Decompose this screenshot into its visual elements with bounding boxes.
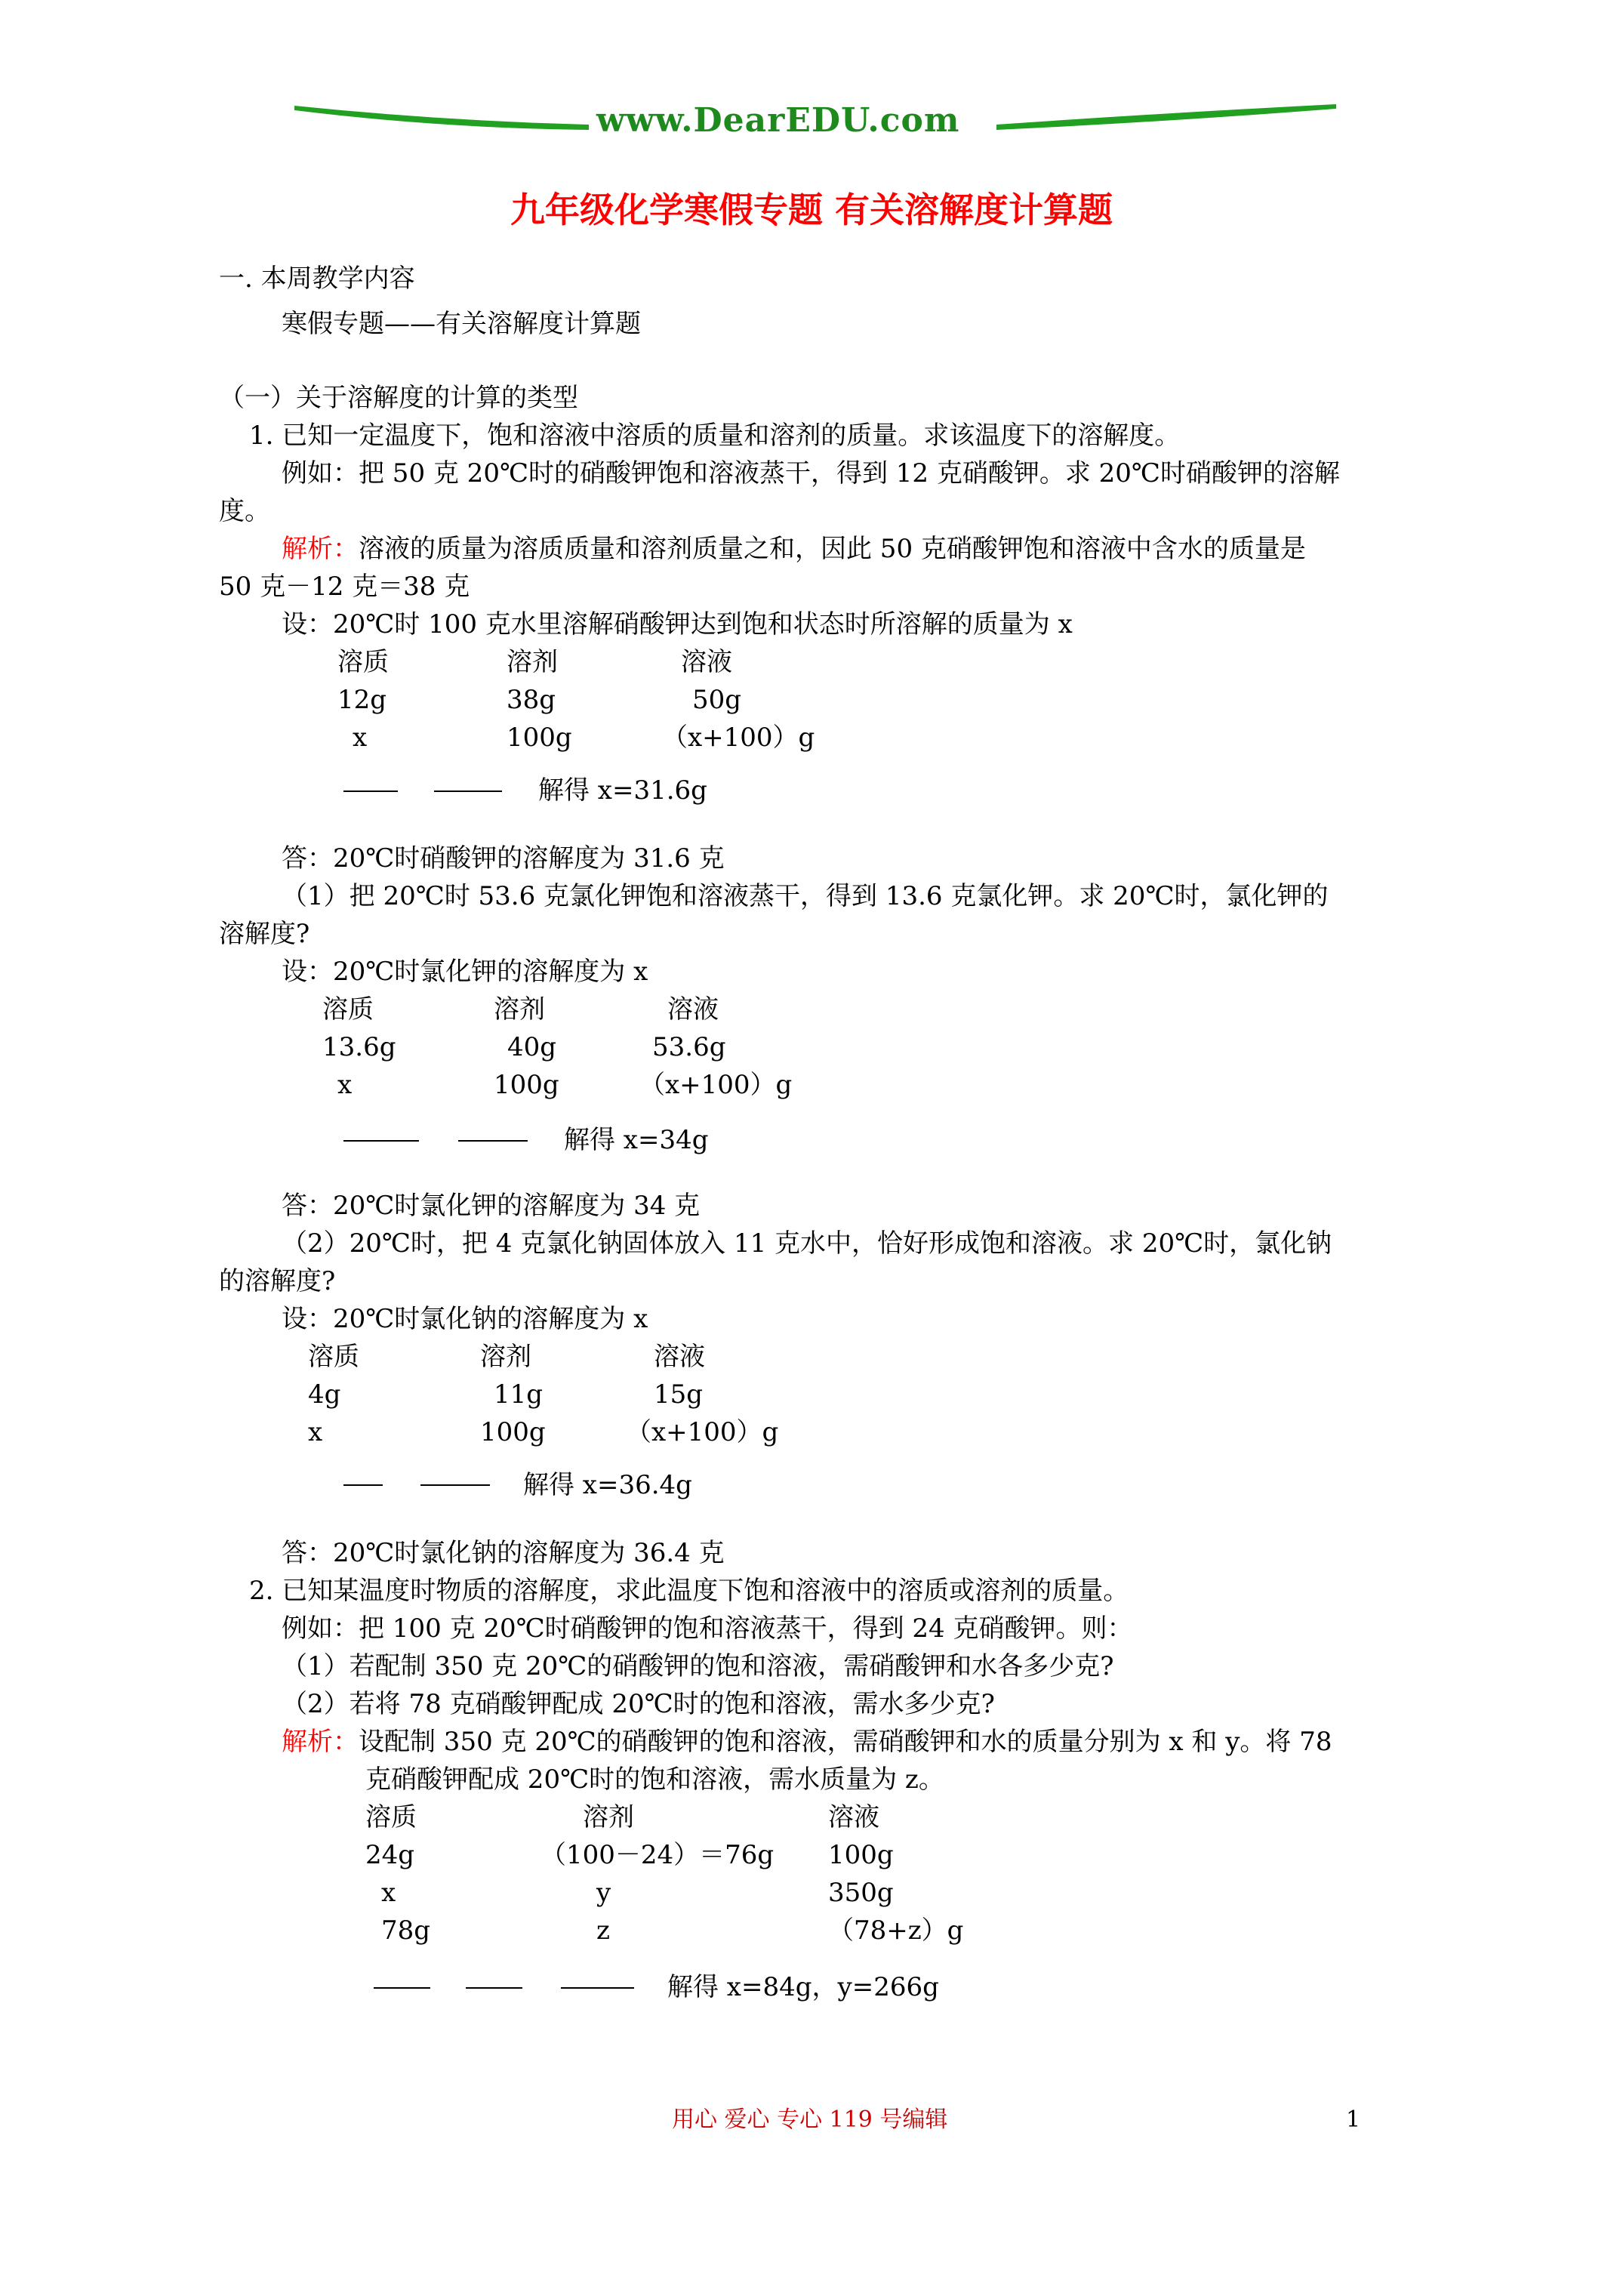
fraction-bar: [343, 1140, 419, 1142]
table-1-cell: 38g: [507, 685, 556, 715]
table-3-cell: （x+100）g: [626, 1417, 779, 1447]
table-4-header-solvent: 溶剂: [583, 1802, 634, 1832]
analysis-label: 解析：: [282, 534, 359, 564]
question-1: 1. 已知一定温度下，饱和溶液中溶质的质量和溶剂的质量。求该温度下的溶解度。: [249, 421, 1181, 451]
problem-1-line-2: 溶解度?: [219, 919, 310, 949]
solution-4: 解得 x=84g，y=266g: [667, 1972, 939, 2002]
section-heading: 一. 本周教学内容: [219, 264, 415, 294]
table-4-cell: 100g: [828, 1840, 894, 1870]
table-1-cell: 100g: [507, 723, 572, 753]
fraction-bar: [458, 1140, 528, 1142]
table-3-header-solution: 溶液: [654, 1342, 705, 1372]
table-3-cell: 11g: [494, 1379, 544, 1410]
table-2-cell: （x+100）g: [639, 1070, 793, 1100]
table-3-cell: 4g: [308, 1379, 341, 1410]
fraction-bar: [343, 1484, 383, 1486]
table-3-header-solute: 溶质: [308, 1342, 359, 1372]
example-2-question-1: （1）若配制 350 克 20℃的硝酸钾的饱和溶液，需硝酸钾和水各多少克?: [282, 1651, 1114, 1681]
fraction-bar: [466, 1987, 522, 1989]
analysis-2-text: 设配制 350 克 20℃的硝酸钾的饱和溶液，需硝酸钾和水的质量分别为 x 和 y。将 78: [359, 1727, 1332, 1757]
analysis-2-line-2: 克硝酸钾配成 20℃时的饱和溶液，需水质量为 z。: [365, 1764, 944, 1795]
solution-1: 解得 x=31.6g: [538, 775, 707, 806]
example-1-line-1: 例如：把 50 克 20℃时的硝酸钾饱和溶液蒸干，得到 12 克硝酸钾。求 20℃时硝酸钾的溶解: [282, 458, 1340, 488]
page-title: 九年级化学寒假专题 有关溶解度计算题: [510, 190, 1113, 230]
table-1-header-solute: 溶质: [337, 647, 389, 677]
table-3-cell: 15g: [654, 1379, 704, 1410]
problem-2-line-2: 的溶解度?: [219, 1266, 336, 1296]
table-4-cell: （78+z）g: [828, 1915, 964, 1946]
page-number: 1: [1346, 2106, 1361, 2133]
table-4-header-solute: 溶质: [365, 1802, 417, 1832]
fraction-bar: [561, 1987, 634, 1989]
table-4-cell: 350g: [828, 1878, 894, 1908]
question-2: 2. 已知某温度时物质的溶解度，求此温度下饱和溶液中的溶质或溶剂的质量。: [249, 1576, 1129, 1606]
table-4-cell: z: [596, 1915, 610, 1946]
subsection-heading: （一）关于溶解度的计算的类型: [219, 383, 578, 413]
table-4-cell: 24g: [365, 1840, 415, 1870]
example-2-question-2: （2）若将 78 克硝酸钾配成 20℃时的饱和溶液，需水多少克?: [282, 1689, 995, 1719]
setup-1: 设：20℃时 100 克水里溶解硝酸钾达到饱和状态时所溶解的质量为 x: [282, 609, 1073, 639]
table-2-header-solvent: 溶剂: [494, 994, 545, 1025]
analysis-2-line-1: [282, 1729, 1332, 1755]
site-logo: www.DearEDU.com: [596, 101, 960, 140]
example-1-line-2: 度。: [219, 496, 270, 526]
topic-line: 寒假专题——有关溶解度计算题: [282, 309, 641, 339]
answer-3: 答：20℃时氯化钠的溶解度为 36.4 克: [282, 1538, 725, 1568]
table-4-cell: y: [596, 1878, 611, 1908]
table-2-header-solution: 溶液: [667, 994, 719, 1025]
table-4-cell: x: [381, 1878, 396, 1908]
table-1-cell: 12g: [337, 685, 387, 715]
example-2: 例如：把 100 克 20℃时硝酸钾的饱和溶液蒸干，得到 24 克硝酸钾。则：: [282, 1613, 1133, 1644]
analysis-1-line-2: 50 克－12 克＝38 克: [219, 572, 470, 602]
fraction-bar: [343, 791, 398, 792]
table-2-cell: 53.6g: [652, 1032, 726, 1062]
table-3-cell: 100g: [480, 1417, 546, 1447]
setup-3: 设：20℃时氯化钠的溶解度为 x: [282, 1304, 648, 1334]
table-1-cell: （x+100）g: [662, 723, 815, 753]
answer-2: 答：20℃时氯化钾的溶解度为 34 克: [282, 1191, 701, 1221]
table-2-cell: x: [337, 1070, 353, 1100]
table-3-cell: x: [308, 1417, 323, 1447]
problem-2-line-1: （2）20℃时，把 4 克氯化钠固体放入 11 克水中，恰好形成饱和溶液。求 20℃时，氯化钠: [282, 1228, 1332, 1259]
fraction-bar: [434, 791, 502, 792]
analysis-label: 解析：: [282, 1727, 359, 1757]
analysis-1-text: 溶液的质量为溶质质量和溶剂质量之和，因此 50 克硝酸钾饱和溶液中含水的质量是: [359, 534, 1306, 564]
table-4-header-solution: 溶液: [828, 1802, 879, 1832]
fraction-bar: [420, 1484, 490, 1486]
table-2-cell: 13.6g: [322, 1032, 396, 1062]
setup-2: 设：20℃时氯化钾的溶解度为 x: [282, 957, 648, 987]
fraction-bar: [374, 1987, 430, 1989]
table-2-header-solute: 溶质: [322, 994, 374, 1025]
solution-2: 解得 x=34g: [564, 1125, 709, 1155]
table-1-cell: x: [353, 723, 368, 753]
table-1-header-solvent: 溶剂: [507, 647, 558, 677]
footer-text: 用心 爱心 专心 119 号编辑: [672, 2106, 948, 2133]
problem-1-line-1: （1）把 20℃时 53.6 克氯化钾饱和溶液蒸干，得到 13.6 克氯化钾。求 20℃时，氯化钾的: [282, 881, 1329, 911]
analysis-1-line-1: [282, 536, 1306, 562]
table-2-cell: 40g: [507, 1032, 557, 1062]
table-4-cell: （100－24）＝76g: [540, 1840, 775, 1870]
table-1-cell: 50g: [692, 685, 742, 715]
answer-1: 答：20℃时硝酸钾的溶解度为 31.6 克: [282, 843, 725, 874]
solution-3: 解得 x=36.4g: [523, 1470, 692, 1500]
table-4-cell: 78g: [381, 1915, 431, 1946]
table-3-header-solvent: 溶剂: [480, 1342, 531, 1372]
table-1-header-solution: 溶液: [681, 647, 732, 677]
table-2-cell: 100g: [494, 1070, 559, 1100]
